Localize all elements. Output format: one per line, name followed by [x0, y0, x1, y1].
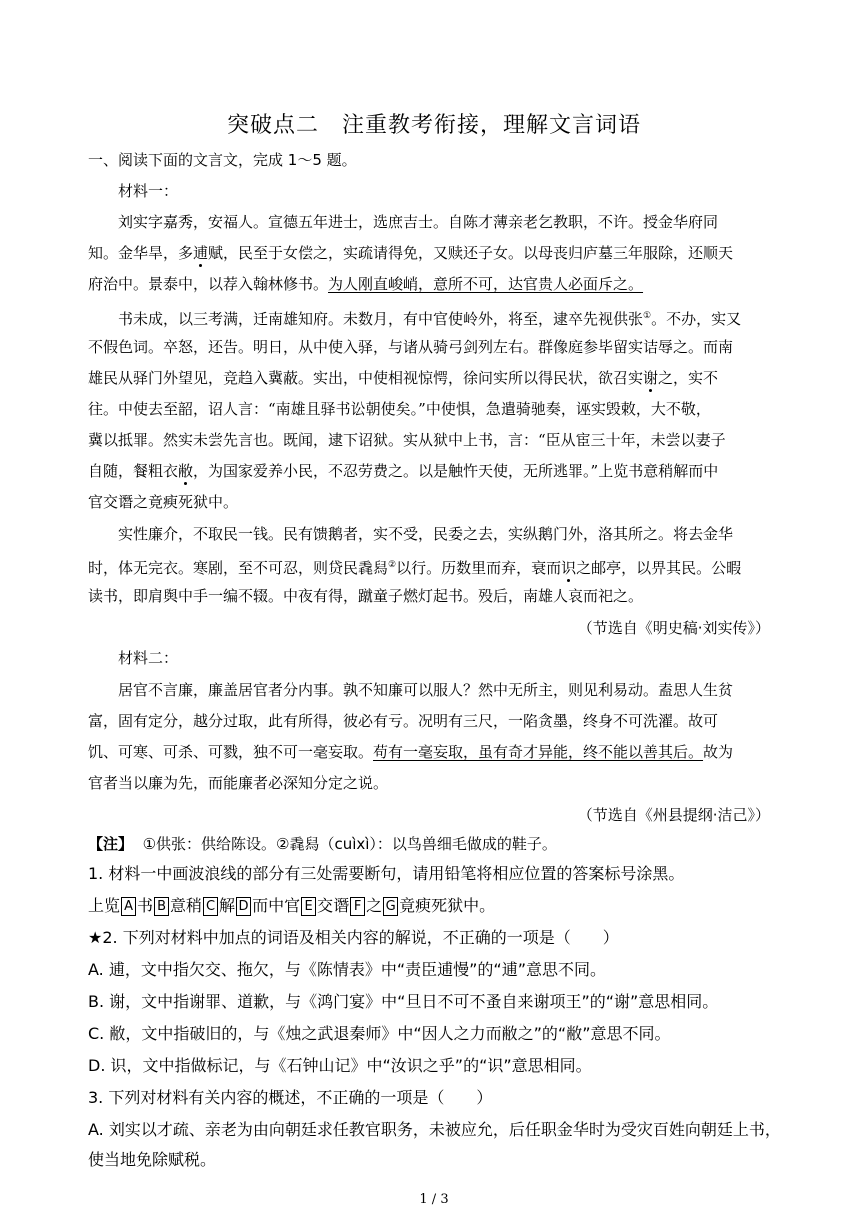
text-span: 解: [219, 896, 236, 915]
page-title: 突破点二 注重教考衔接，理解文言词语: [226, 113, 641, 138]
answer-box-a[interactable]: A: [121, 897, 136, 916]
m2-line3: [88, 742, 733, 762]
footnote-mark: ①: [643, 311, 652, 321]
question-2-option-c: C. 敝，文中指破旧的，与《烛之武退秦师》中“因人之力而敝之”的“敝”意思不同。: [88, 1024, 671, 1043]
m1-p2-line6: [88, 461, 718, 481]
answer-box-g[interactable]: G: [383, 897, 398, 916]
question-3: 3. 下列对材料有关内容的概述，不正确的一项是（ ）: [88, 1088, 493, 1107]
dotted-word-bi: 敝: [178, 462, 194, 480]
m1-p3-line1: 实性廉介，不取民一钱。民有馈鹅者，实不受，民委之去，实纵鹅门外，洛其所之。将去金华: [118, 525, 734, 543]
text-span: 。不办，实又: [651, 310, 742, 328]
dotted-word-bu: 逋: [193, 244, 209, 262]
m1-p2-line3: [88, 368, 718, 388]
text-span: 以行。历数里而弃，衰而: [396, 559, 562, 577]
question-3-option-a-line2: 使当地免除赋税。: [88, 1150, 217, 1169]
text-span: 竟瘐死狱中。: [399, 896, 496, 915]
text-span: 赋，民至于女偿之，实疏请得免，又赎还子女。以母丧归庐墓三年服除，还顺天: [208, 244, 734, 262]
m2-line2: 富，固有定分，越分过取，此有所得，彼必有亏。况明有三尺，一陷贪墨，终身不可洗濯。故可: [88, 712, 719, 730]
text-span: 而中官: [252, 896, 301, 915]
question-2: ★2. 下列对材料中加点的词语及相关内容的解说，不正确的一项是（ ）: [88, 928, 619, 947]
m1-p2-line7: 官交谮之竟瘐死狱中。: [88, 493, 239, 511]
text-span: 雄民从驿门外望见，竞趋入冀蔽。实出，中使相视惊愕，徐问实所以得民状，欲召实: [88, 369, 644, 387]
material-two-source: （节选自《州县提纲·洁己》）: [577, 806, 770, 824]
text-span: 时，体无完衣。寒剧，至不可忍，则贷民毳舄: [88, 559, 389, 577]
text-span: 书未成，以三考满，迁南雄知府。未数月，有中官使岭外，将至，逮卒先视供张: [118, 310, 644, 328]
text-span: 之邮亭，以畀其民。公暇: [576, 559, 742, 577]
m2-line4: 官者当以廉为先，而能廉者必深知分定之说。: [88, 774, 389, 792]
underlined-sentence: 为人刚直峻峭，意所不可，达官贵人必面斥之。: [328, 275, 644, 293]
text-span: ，为国家爱养小民，不忍劳费之。以是触忤天使，无所逃罪。”上览书意稍解而中: [193, 462, 719, 480]
notes-label: 【注】: [88, 835, 134, 853]
answer-box-d[interactable]: D: [236, 897, 251, 916]
text-span: 知。金华旱，多: [88, 244, 194, 262]
text-span: 上览: [88, 896, 121, 915]
question-2-option-a: A. 逋，文中指欠交、拖欠，与《陈情表》中“责臣逋慢”的“逋”意思不同。: [88, 960, 606, 979]
section-intro: 一、阅读下面的文言文，完成 1～5 题。: [88, 151, 357, 169]
m1-p2-line1: [118, 306, 741, 329]
question-1-options: [88, 896, 495, 916]
m1-p3-line2: [88, 555, 741, 578]
m1-p2-line5: 冀以抵罪。然实未尝先言也。既闻，逮下诏狱。实从狱中上书，言：“臣从宦三十年，未尝以妻子: [88, 431, 726, 449]
text-span: 饥、可寒、可杀、可戮，独不可一毫妄取。: [88, 743, 374, 761]
text-span: 故为: [703, 743, 734, 761]
text-span: 交谮: [317, 896, 350, 915]
page-number: 1 / 3: [419, 1192, 449, 1207]
m1-p2-line4: 往。中使去至韶，诏人言：“南雄且驿书讼朝使矣。”中使惧，急遣骑驰奏，诬实毁敕，大不敬，: [88, 400, 711, 418]
question-3-option-a-line1: A. 刘实以才疏、亲老为由向朝廷求任教官职务，未被应允，后任职金华时为受灾百姓向朝廷上书，: [88, 1120, 781, 1139]
answer-box-f[interactable]: F: [350, 897, 365, 916]
text-span: 书: [137, 896, 154, 915]
m1-p1-line1: 刘实字嘉秀，安福人。宣德五年进士，选庶吉士。自陈才薄亲老乞教职，不许。授金华府同: [118, 213, 719, 231]
answer-box-b[interactable]: B: [154, 897, 169, 916]
text-span: 之: [366, 896, 383, 915]
material-two-label: 材料二：: [118, 649, 179, 667]
m1-p2-line2: 不假色词。卒怒，还告。明日，从中使入驿，与诸从骑弓剑列左右。群像庭参毕留实诘辱之。而南: [88, 338, 734, 356]
text-span: 意稍: [170, 896, 203, 915]
question-2-option-d: D. 识，文中指做标记，与《石钟山记》中“汝识之乎”的“识”意思相同。: [88, 1056, 592, 1075]
material-one-label: 材料一：: [118, 182, 179, 200]
m1-p1-line2: [88, 243, 733, 263]
dotted-word-shi: 识: [561, 559, 577, 577]
question-1: 1. 材料一中画波浪线的部分有三处需要断句，请用铅笔将相应位置的答案标号涂黑。: [88, 864, 685, 883]
m2-line1: 居官不言廉，廉盖居官者分内事。孰不知廉可以服人？然中无所主，则见利易动。盍思人生贫: [118, 681, 734, 699]
footnote-mark: ②: [388, 560, 397, 570]
underlined-sentence: 苟有一毫妄取，虽有奇才异能，终不能以善其后。: [373, 743, 704, 761]
m1-p3-line3: 读书，即肩舆中手一编不辍。中夜有得，蹴童子燃灯起书。殁后，南雄人哀而祀之。: [88, 587, 644, 605]
text-span: 自随，餐粗衣: [88, 462, 179, 480]
material-one-source: （节选自《明史稿·刘实传》）: [577, 619, 770, 637]
answer-box-e[interactable]: E: [301, 897, 316, 916]
m1-p1-line3: [88, 274, 643, 294]
text-span: 之，实不: [658, 369, 719, 387]
answer-box-c[interactable]: C: [203, 897, 218, 916]
dotted-word-xie: 谢: [643, 369, 659, 387]
text-span: 府治中。景泰中，以荐入翰林修书。: [88, 275, 329, 293]
question-2-option-b: B. 谢，文中指谢罪、道歉，与《鸿门宴》中“旦日不可不蚤自来谢项王”的“谢”意思相同。: [88, 992, 719, 1011]
notes: [88, 834, 557, 854]
notes-text: ①供张：供给陈设。②毳舄（cuìxì）：以鸟兽细毛做成的鞋子。: [142, 835, 557, 853]
